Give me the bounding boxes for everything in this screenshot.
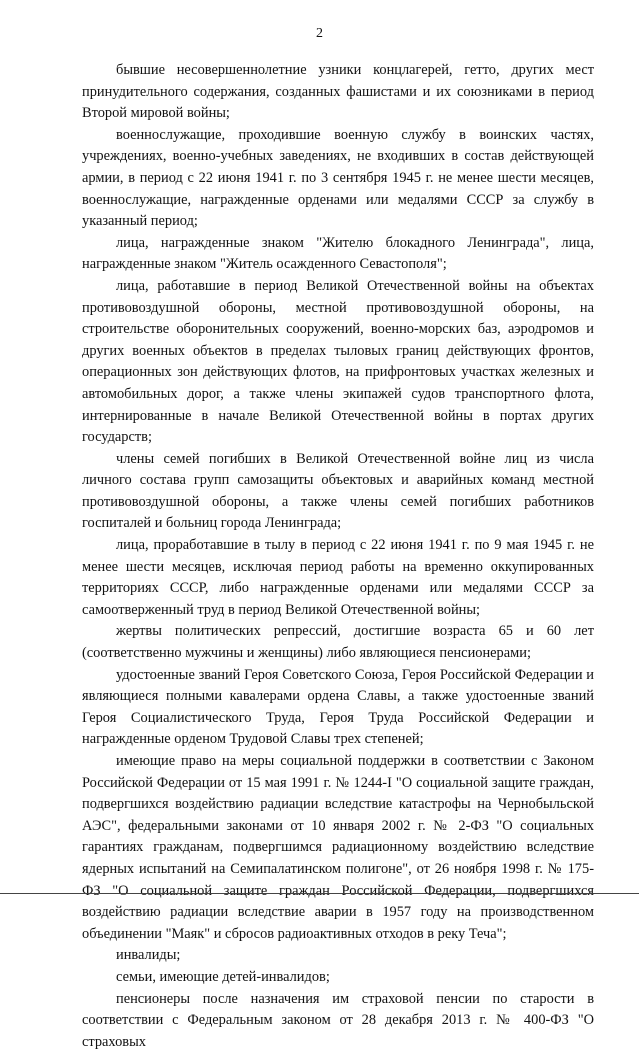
paragraph-heroes: удостоенные званий Героя Советского Союза, Героя Российской Федерации и являющиеся полными кавалерами ордена Славы, а также удостоенные званий Героя Социалистического Труда, Героя Труда Российской Федерации и награжденные орденом Трудовой Славы трех степеней; [82,666,594,748]
paragraph-disabled: инвалиды; [116,947,181,964]
paragraph-radiation-victims: имеющие право на меры социальной поддержки в соответствии с Законом Российской Федерации от 15 мая 1991 г. № 1244-I "О социальной защите граждан, подвергшихся воздействию радиации вследствие катастрофы на Чернобыльской АЭС", федеральными законами от 10 января 2002 г. № 2-ФЗ "О социальных гарантиях гражданам, подвергшимся радиационному воздействию вследствие ядерных испытаний на Семипалатинском полигоне", от 26 ноября 1998 г. № 175-ФЗ "О социальной защите граждан Российской Федерации, подвергшихся воздействию радиации вследствие аварии в 1957 году на производственном объединении "Маяк" и сбросов радиоактивных отходов в реку Теча"; [82,753,594,942]
paragraph-families-disabled-children: семьи, имеющие детей-инвалидов; [116,968,330,985]
paragraph-pensioners: пенсионеры после назначения им страховой пенсии по старости в соответствии с Федеральным законом от 28 декабря 2013 г. № 400-ФЗ "О страховых [82,990,594,1050]
paragraph-defense-workers: лица, работавшие в период Великой Отечественной войны на объектах противовоздушной обороны, местной противовоздушной обороны, на строительстве оборонительных сооружений, военно-морских баз, аэродромов и других военных объектов в пределах тыловых границ действующих фронтов, операционных зон действующих флотов, на прифронтовых участках железных и автомобильных дорог, а также члены экипажей судов транспортного флота, интернированные в начале Великой Отечественной войны в портах других государств; [82,277,594,446]
document-body [82,60,594,1053]
paragraph-military-servicemen: военнослужащие, проходившие военную службу в воинских частях, учреждениях, военно-учебных заведениях, не входивших в состав действующей армии, в период с 22 июня 1941 г. по 3 сентября 1945 г. не менее шести месяцев, военнослужащие, награжденные орденами или медалями СССР за службу в указанный период; [82,126,594,230]
paragraph-self-defense-families: члены семей погибших в Великой Отечественной войне лиц из числа личного состава групп самозащиты объектовых и аварийных команд местной противовоздушной обороны, а также члены семей погибших работников госпиталей и больниц города Ленинграда; [82,450,594,532]
bottom-rule [0,893,639,894]
paragraph-concentration-camp-prisoners: бывшие несовершеннолетние узники концлагерей, гетто, других мест принудительного содержания, созданных фашистами и их союзниками в период Второй мировой войны; [82,62,594,122]
paragraph-home-front-workers: лица, проработавшие в тылу в период с 22 июня 1941 г. по 9 мая 1945 г. не менее шести месяцев, исключая период работы на временно оккупированных территориях СССР, либо награжденные орденами или медалями СССР за самоотверженный труд в период Великой Отечественной войны; [82,537,594,618]
paragraph-political-repression-victims: жертвы политических репрессий, достигшие возраста 65 и 60 лет (соответственно мужчины и женщины) либо являющиеся пенсионерами; [82,623,594,662]
page-number: 2 [316,26,323,41]
paragraph-siege-badge-holders: лица, награжденные знаком "Жителю блокадного Ленинграда", лица, награжденные знаком "Житель осажденного Севастополя"; [82,234,594,273]
